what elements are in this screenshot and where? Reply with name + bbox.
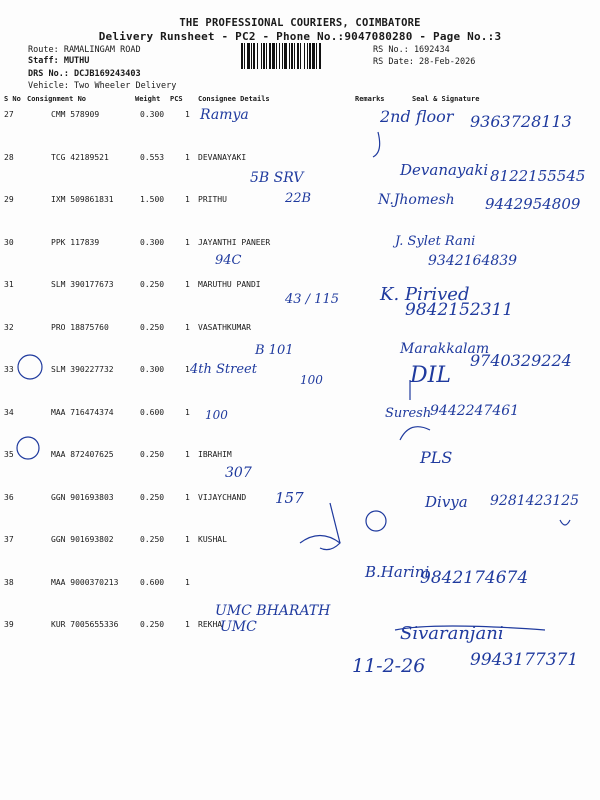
handwritten-signature: DIL <box>410 363 451 388</box>
delivery-date-note: 11-2-26 <box>352 655 426 677</box>
pieces: 1 <box>185 152 190 162</box>
consignment-number: KUR 7005655336 <box>51 620 119 629</box>
consignment-number: MAA 872407625 <box>51 450 114 459</box>
pieces: 1 <box>185 110 190 119</box>
table-row <box>0 233 600 278</box>
consignee-name: IBRAHIM <box>198 450 232 459</box>
handwritten-signature: B.Harini <box>365 562 430 581</box>
col-consignment: Consignment No <box>27 95 87 103</box>
col-remarks: Remarks <box>355 95 385 103</box>
handwritten-signature: 8122155545 <box>490 166 586 185</box>
row-sno: 36 <box>4 492 14 502</box>
row-sno: 29 <box>4 195 14 204</box>
consignment-number: GGN 901693803 <box>51 492 114 502</box>
row-sno: 31 <box>4 280 14 289</box>
consignment-number: PPK 117839 <box>51 237 100 247</box>
table-row <box>0 362 600 405</box>
handwritten-signature: Suresh <box>385 405 432 421</box>
table-row <box>0 280 600 320</box>
handwritten-signature: B 101 <box>255 342 294 358</box>
handwritten-signature: 100 <box>300 373 323 387</box>
company-name: THE PROFESSIONAL COURIERS, COIMBATORE <box>179 17 421 29</box>
row-sno: 30 <box>4 237 14 247</box>
row-sno: 35 <box>4 450 14 459</box>
handwritten-signature: 94C <box>215 252 242 268</box>
handwritten-signature: Marakkalam <box>400 340 490 357</box>
pieces: 1 <box>185 577 190 587</box>
pieces: 1 <box>185 407 190 417</box>
table-row <box>0 562 600 619</box>
consignee-name: JAYANTHI PANEER <box>198 237 271 247</box>
handwritten-signature: 5B SRV <box>250 169 304 186</box>
weight: 0.250 <box>140 322 165 332</box>
weight: 0.600 <box>140 577 165 587</box>
pieces: 1 <box>185 365 190 374</box>
route: Route: RAMALINGAM ROAD <box>28 45 141 55</box>
row-sno: 37 <box>4 535 14 544</box>
consignment-number: PRO 18875760 <box>51 322 109 332</box>
row-sno: 27 <box>4 110 14 119</box>
handwritten-signature: 9442954809 <box>485 195 581 213</box>
handwritten-signature: Devanayaki <box>400 160 489 179</box>
handwritten-signature: UMC BHARATH <box>215 602 331 619</box>
consignment-number: IXM 509861831 <box>51 195 114 204</box>
consignment-number: CMM 578909 <box>51 110 100 119</box>
table-row <box>0 402 600 448</box>
weight: 0.300 <box>140 365 165 374</box>
handwritten-signature: 9342164839 <box>428 252 518 269</box>
row-sno: 28 <box>4 152 14 162</box>
handwritten-signature: 9943177371 <box>470 650 579 670</box>
table-row <box>0 107 600 150</box>
weight: 0.553 <box>140 152 165 162</box>
runsheet-title: Delivery Runsheet - PC2 - Phone No.:9047080280 - Page No.:3 <box>98 30 502 43</box>
handwritten-signature: 4th Street <box>190 362 257 377</box>
table-row <box>0 488 600 533</box>
handwritten-signature: Divya <box>425 492 468 511</box>
handwritten-signature: 43 / 115 <box>285 292 339 307</box>
pieces: 1 <box>185 237 190 247</box>
row-sno: 33 <box>4 365 14 374</box>
table-row <box>0 153 600 193</box>
barcode-icon <box>241 43 368 69</box>
weight: 0.300 <box>140 237 165 247</box>
handwritten-signature: 9842174674 <box>420 567 529 588</box>
consignee-name: VIJAYCHAND <box>198 492 247 502</box>
weight: 0.250 <box>140 620 165 629</box>
handwritten-signature: J. Sylet Rani <box>395 233 476 249</box>
handwritten-signature: Sivaranjani <box>400 623 504 644</box>
consignee-name: MARUTHU PANDI <box>198 280 261 289</box>
handwritten-signature: UMC <box>220 619 257 635</box>
weight: 0.250 <box>140 535 165 544</box>
handwritten-signature: 100 <box>205 407 228 422</box>
col-sno: S No <box>4 95 21 103</box>
handwritten-signature: N.Jhomesh <box>378 192 455 208</box>
row-sno: 38 <box>4 577 14 587</box>
pieces: 1 <box>185 535 190 544</box>
handwritten-signature: 2nd floor <box>380 107 454 126</box>
consignee-name: KUSHAL <box>198 535 227 544</box>
table-row <box>0 450 600 490</box>
weight: 0.600 <box>140 407 165 417</box>
consignee-name: DEVANAYAKI <box>198 152 247 162</box>
pieces: 1 <box>185 492 190 502</box>
consignee-name: REKHA <box>198 620 223 629</box>
col-consignee: Consignee Details <box>198 95 270 103</box>
rs-date: RS Date: 28-Feb-2026 <box>373 57 476 67</box>
rs-number: RS No.: 1692434 <box>373 45 450 55</box>
row-sno: 32 <box>4 322 14 332</box>
consignment-number: GGN 901693802 <box>51 535 114 544</box>
weight: 1.500 <box>140 195 165 204</box>
pieces: 1 <box>185 450 190 459</box>
consignee-name: PRITHU <box>198 195 227 204</box>
col-seal-signature: Seal & Signature <box>412 95 480 103</box>
col-weight: Weight <box>135 95 161 103</box>
consignee-name: VASATHKUMAR <box>198 322 251 332</box>
handwritten-signature: 9281423125 <box>490 492 580 509</box>
consignment-number: TCG 42189521 <box>51 152 109 162</box>
row-sno: 39 <box>4 620 14 629</box>
handwritten-signature: K. Pirived <box>380 284 470 305</box>
table-row <box>0 191 600 235</box>
consignment-number: SLM 390227732 <box>51 365 114 374</box>
consignment-number: MAA 716474374 <box>51 407 114 417</box>
handwritten-signature: Ramya <box>200 107 249 123</box>
pieces: 1 <box>185 195 190 204</box>
weight: 0.250 <box>140 280 165 289</box>
handwritten-signature: 157 <box>275 488 304 507</box>
pieces: 1 <box>185 322 190 332</box>
consignment-number: MAA 9000370213 <box>51 577 119 587</box>
col-pcs: PCS <box>170 95 183 103</box>
weight: 0.250 <box>140 450 165 459</box>
vehicle: Vehicle: Two Wheeler Delivery <box>28 81 177 91</box>
handwritten-signature: 9740329224 <box>470 350 572 370</box>
handwritten-signature: PLS <box>420 448 453 467</box>
pieces: 1 <box>185 280 190 289</box>
pieces: 1 <box>185 620 190 629</box>
row-sno: 34 <box>4 407 14 417</box>
handwritten-signature: 22B <box>285 191 312 206</box>
weight: 0.250 <box>140 492 165 502</box>
handwritten-signature: 9842152311 <box>405 300 514 320</box>
handwritten-signature: 9363728113 <box>470 112 572 131</box>
handwritten-signature: 9442247461 <box>430 402 520 419</box>
handwritten-signature: 307 <box>225 465 252 481</box>
drs-number: DRS No.: DCJB169243403 <box>28 69 141 79</box>
consignment-number: SLM 390177673 <box>51 280 114 289</box>
staff: Staff: MUTHU <box>28 56 90 66</box>
weight: 0.300 <box>140 110 165 119</box>
